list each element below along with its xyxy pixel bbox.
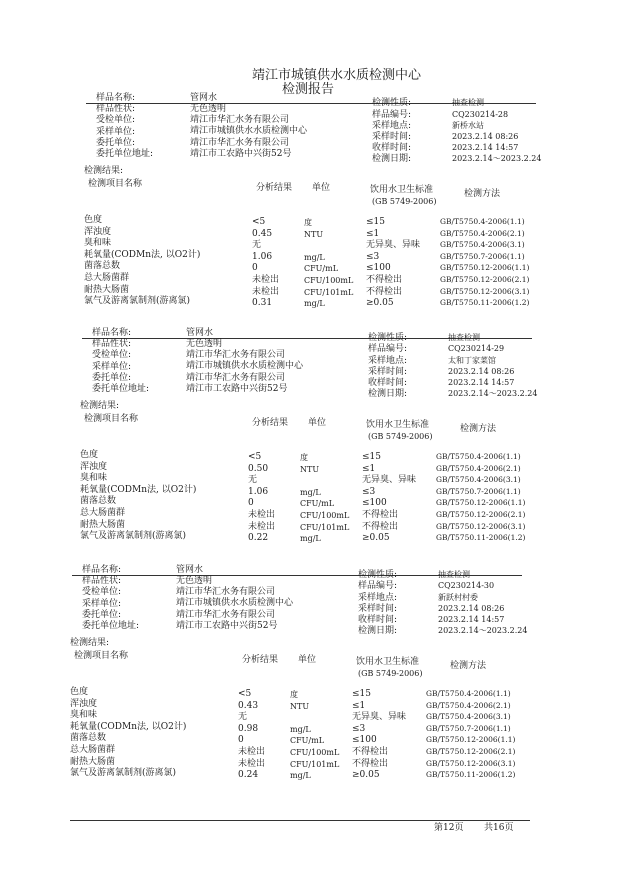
table-header-standard: 饮用水卫生标准	[370, 185, 434, 195]
field-label-client-address: 委托单位地址:	[96, 149, 154, 159]
table-cell-standard: 不得检出	[352, 759, 389, 769]
field-value-sampling-unit: 靖江市城镇供水水质检测中心	[190, 126, 308, 136]
field-value-sample-name: 管网水	[190, 93, 218, 103]
table-cell-method: GB/T5750.12-2006(2.1)	[426, 747, 516, 756]
table-cell-result: 无	[248, 475, 258, 485]
table-cell-item: 耗氧量(CODMn法, 以O2计)	[84, 250, 201, 260]
table-cell-unit: 度	[304, 218, 312, 227]
table-cell-method: GB/T5750.4-2006(3.1)	[426, 712, 511, 721]
test-result-label: 检测结果:	[84, 166, 124, 176]
table-cell-method: GB/T5750.12-2006(3.1)	[440, 287, 530, 296]
field-value-client-address: 靖江市工农路中兴街52号	[186, 384, 288, 394]
field-label-inspected-unit: 受检单位:	[82, 587, 122, 597]
field-value-sampling-unit: 靖江市城镇供水水质检测中心	[186, 361, 304, 371]
table-cell-method: GB/T5750.4-2006(2.1)	[440, 229, 525, 238]
field-value-sample-id: CQ230214-28	[452, 110, 509, 119]
footer-page-number: 第12页	[434, 823, 464, 833]
table-cell-item: 总大肠菌群	[80, 508, 126, 518]
table-header-standard-code: (GB 5749-2006)	[368, 432, 433, 441]
field-label-inspected-unit: 受检单位:	[96, 115, 136, 125]
field-label-sample-nature: 样品性状:	[96, 104, 136, 114]
field-value-client-unit: 靖江市华汇水务有限公司	[186, 373, 286, 383]
table-header-standard: 饮用水卫生标准	[356, 657, 420, 667]
table-cell-result: 未检出	[252, 287, 280, 297]
table-cell-item: 氯气及游离氯制剂(游离氯)	[80, 531, 187, 541]
table-cell-result: 未检出	[248, 522, 276, 532]
table-cell-standard: 无异臭、异味	[366, 240, 421, 250]
table-cell-unit: CFU/100mL	[290, 748, 340, 757]
field-value-sampling-site: 新跃村村委	[438, 593, 478, 602]
field-label-sample-name: 样品名称:	[96, 93, 136, 103]
field-label-sampling-time: 采样时间:	[358, 604, 398, 614]
table-cell-standard: ≥0.05	[352, 770, 380, 780]
table-cell-method: GB/T5750.4-2006(3.1)	[440, 240, 525, 249]
field-value-sampling-unit: 靖江市城镇供水水质检测中心	[176, 598, 294, 608]
field-label-sampling-site: 采样地点:	[368, 356, 408, 366]
field-value-test-date: 2023.2.14～2023.2.24	[452, 154, 542, 163]
table-cell-unit: mg/L	[300, 534, 321, 543]
table-cell-item: 总大肠菌群	[70, 745, 116, 755]
field-value-client-address: 靖江市工农路中兴街52号	[190, 149, 292, 159]
table-cell-item: 浑浊度	[70, 699, 98, 709]
table-cell-standard: ≥0.05	[362, 533, 390, 543]
table-cell-standard: 不得检出	[366, 275, 403, 285]
field-label-sample-id: 样品编号:	[358, 581, 398, 591]
table-cell-method: GB/T5750.11-2006(1.2)	[440, 298, 530, 307]
field-label-sample-id: 样品编号:	[368, 344, 408, 354]
table-cell-result: <5	[238, 689, 252, 699]
table-cell-item: 耗氧量(CODMn法, 以O2计)	[80, 485, 197, 495]
field-label-test-date: 检测日期:	[358, 626, 398, 636]
table-cell-result: 0	[248, 498, 254, 508]
table-cell-unit: CFU/mL	[290, 736, 325, 745]
field-label-sample-nature: 样品性状:	[92, 339, 132, 349]
field-label-client-unit: 委托单位:	[96, 138, 136, 148]
table-cell-unit: CFU/101mL	[300, 523, 350, 532]
field-label-sampling-site: 采样地点:	[358, 593, 398, 603]
table-header-item: 检测项目名称	[84, 414, 139, 424]
table-cell-unit: NTU	[290, 702, 310, 711]
table-cell-item: 耗氧量(CODMn法, 以O2计)	[70, 722, 187, 732]
field-value-test-nature: 抽查检测	[438, 570, 470, 579]
field-value-test-nature: 抽查检测	[448, 333, 480, 342]
table-cell-standard: ≤1	[362, 464, 376, 474]
table-cell-item: 色度	[84, 215, 103, 225]
table-cell-item: 总大肠菌群	[84, 273, 130, 283]
table-cell-item: 臭和味	[70, 710, 98, 720]
table-cell-result: 0	[238, 735, 244, 745]
table-cell-method: GB/T5750.7-2006(1.1)	[440, 252, 525, 261]
table-cell-item: 菌落总数	[84, 261, 121, 271]
field-value-sample-name: 管网水	[176, 565, 204, 575]
table-cell-standard: ≤15	[352, 689, 371, 699]
field-label-sampling-site: 采样地点:	[372, 121, 412, 131]
table-cell-result: 0.43	[238, 701, 259, 711]
table-cell-method: GB/T5750.12-2006(3.1)	[436, 522, 526, 531]
table-cell-method: GB/T5750.4-2006(1.1)	[426, 689, 511, 698]
table-cell-item: 耐热大肠菌	[70, 757, 116, 767]
field-label-client-unit: 委托单位:	[82, 610, 122, 620]
table-header-item: 检测项目名称	[74, 651, 129, 661]
table-cell-result: 0	[252, 263, 258, 273]
field-value-inspected-unit: 靖江市华汇水务有限公司	[176, 587, 276, 597]
field-label-sample-id: 样品编号:	[372, 110, 412, 120]
field-label-receive-time: 收样时间:	[358, 615, 398, 625]
table-cell-method: GB/T5750.12-2006(1.1)	[426, 735, 516, 744]
table-cell-result: 0.22	[248, 533, 269, 543]
table-cell-method: GB/T5750.7-2006(1.1)	[436, 487, 521, 496]
table-header-method: 检测方法	[460, 424, 497, 434]
table-cell-standard: 不得检出	[362, 510, 399, 520]
table-cell-result: 0.31	[252, 298, 273, 308]
footer-total-pages: 共16页	[484, 823, 514, 833]
field-value-sampling-time: 2023.2.14 08:26	[438, 604, 505, 613]
table-cell-standard: ≥0.05	[366, 298, 394, 308]
table-cell-item: 臭和味	[84, 238, 112, 248]
test-result-label: 检测结果:	[70, 638, 110, 648]
field-value-test-nature: 抽查检测	[452, 98, 484, 107]
field-label-sampling-unit: 采样单位:	[82, 599, 122, 609]
field-value-receive-time: 2023.2.14 14:57	[452, 143, 519, 152]
table-cell-unit: CFU/101mL	[304, 288, 354, 297]
table-header-item: 检测项目名称	[88, 179, 143, 189]
table-cell-unit: 度	[300, 453, 308, 462]
table-cell-unit: mg/L	[290, 725, 311, 734]
table-cell-result: 无	[238, 712, 248, 722]
table-cell-result: <5	[248, 452, 262, 462]
table-cell-unit: CFU/mL	[300, 499, 335, 508]
table-cell-method: GB/T5750.4-2006(3.1)	[436, 475, 521, 484]
table-cell-unit: CFU/101mL	[290, 760, 340, 769]
table-cell-item: 氯气及游离氯制剂(游离氯)	[84, 296, 191, 306]
field-value-inspected-unit: 靖江市华汇水务有限公司	[186, 350, 286, 360]
table-cell-unit: NTU	[304, 230, 324, 239]
field-label-test-nature: 检测性质:	[368, 333, 408, 343]
table-cell-method: GB/T5750.11-2006(1.2)	[426, 770, 516, 779]
table-cell-standard: ≤15	[362, 452, 381, 462]
table-cell-result: 1.06	[248, 487, 269, 497]
table-cell-method: GB/T5750.12-2006(1.1)	[436, 498, 526, 507]
field-label-sampling-time: 采样时间:	[372, 132, 412, 142]
table-cell-standard: 不得检出	[366, 287, 403, 297]
table-cell-item: 耐热大肠菌	[84, 285, 130, 295]
table-cell-standard: ≤100	[366, 263, 391, 273]
table-header-method: 检测方法	[464, 189, 501, 199]
table-header-result: 分析结果	[256, 183, 293, 193]
table-cell-result: 无	[252, 240, 262, 250]
field-label-test-nature: 检测性质:	[372, 98, 412, 108]
table-cell-method: GB/T5750.12-2006(2.1)	[440, 275, 530, 284]
table-cell-unit: CFU/mL	[304, 264, 339, 273]
field-value-receive-time: 2023.2.14 14:57	[448, 378, 515, 387]
table-cell-result: 0.24	[238, 770, 259, 780]
field-label-client-unit: 委托单位:	[92, 373, 132, 383]
table-cell-unit: mg/L	[290, 771, 311, 780]
field-value-test-date: 2023.2.14～2023.2.24	[438, 626, 528, 635]
table-cell-unit: mg/L	[300, 488, 321, 497]
table-cell-result: 未检出	[248, 510, 276, 520]
field-value-client-unit: 靖江市华汇水务有限公司	[190, 138, 290, 148]
field-value-sampling-time: 2023.2.14 08:26	[448, 367, 515, 376]
table-cell-standard: ≤100	[352, 735, 377, 745]
table-cell-result: 未检出	[238, 759, 266, 769]
field-value-sample-id: CQ230214-30	[438, 581, 495, 590]
table-cell-item: 氯气及游离氯制剂(游离氯)	[70, 768, 177, 778]
table-cell-standard: ≤15	[366, 217, 385, 227]
field-value-receive-time: 2023.2.14 14:57	[438, 615, 505, 624]
table-cell-standard: ≤3	[352, 724, 366, 734]
table-cell-standard: ≤100	[362, 498, 387, 508]
field-label-client-address: 委托单位地址:	[82, 621, 140, 631]
table-cell-method: GB/T5750.11-2006(1.2)	[436, 533, 526, 542]
table-cell-unit: mg/L	[304, 299, 325, 308]
table-header-method: 检测方法	[450, 661, 487, 671]
table-cell-unit: 度	[290, 690, 298, 699]
field-value-sampling-time: 2023.2.14 08:26	[452, 132, 519, 141]
field-label-client-address: 委托单位地址:	[92, 384, 150, 394]
field-label-sample-nature: 样品性状:	[82, 576, 122, 586]
table-cell-standard: ≤3	[362, 487, 376, 497]
table-cell-method: GB/T5750.4-2006(2.1)	[436, 464, 521, 473]
report-subtitle: 检测报告	[282, 81, 335, 96]
field-label-sample-name: 样品名称:	[92, 328, 132, 338]
field-value-sampling-site: 新桥水站	[452, 121, 484, 130]
table-cell-result: <5	[252, 217, 266, 227]
field-label-receive-time: 收样时间:	[372, 143, 412, 153]
table-cell-method: GB/T5750.12-2006(2.1)	[436, 510, 526, 519]
field-value-inspected-unit: 靖江市华汇水务有限公司	[190, 115, 290, 125]
table-cell-item: 臭和味	[80, 473, 108, 483]
table-header-unit: 单位	[308, 418, 327, 428]
table-cell-method: GB/T5750.4-2006(1.1)	[436, 452, 521, 461]
table-cell-standard: ≤1	[366, 229, 380, 239]
table-cell-result: 0.98	[238, 724, 259, 734]
test-result-label: 检测结果:	[80, 401, 120, 411]
field-label-sample-name: 样品名称:	[82, 565, 122, 575]
table-cell-item: 菌落总数	[80, 496, 117, 506]
field-label-sampling-time: 采样时间:	[368, 367, 408, 377]
field-value-sample-nature: 无色透明	[176, 576, 213, 586]
field-label-test-nature: 检测性质:	[358, 570, 398, 580]
field-label-sampling-unit: 采样单位:	[96, 127, 136, 137]
table-header-unit: 单位	[312, 183, 331, 193]
field-value-client-address: 靖江市工农路中兴街52号	[176, 621, 278, 631]
field-value-sample-nature: 无色透明	[186, 339, 223, 349]
table-cell-unit: CFU/100mL	[300, 511, 350, 520]
field-value-test-date: 2023.2.14～2023.2.24	[448, 389, 538, 398]
field-label-test-date: 检测日期:	[368, 389, 408, 399]
table-cell-result: 未检出	[238, 747, 266, 757]
table-cell-unit: CFU/100mL	[304, 276, 354, 285]
table-cell-method: GB/T5750.12-2006(3.1)	[426, 759, 516, 768]
table-cell-method: GB/T5750.12-2006(1.1)	[440, 263, 530, 272]
field-value-client-unit: 靖江市华汇水务有限公司	[176, 610, 276, 620]
table-cell-method: GB/T5750.4-2006(1.1)	[440, 217, 525, 226]
field-label-receive-time: 收样时间:	[368, 378, 408, 388]
table-header-standard: 饮用水卫生标准	[366, 420, 430, 430]
table-cell-standard: 不得检出	[362, 522, 399, 532]
table-cell-item: 浑浊度	[84, 227, 112, 237]
field-value-sampling-site: 太和丁家菜馆	[448, 356, 496, 365]
table-cell-item: 浑浊度	[80, 462, 108, 472]
table-cell-item: 耐热大肠菌	[80, 520, 126, 530]
footer-divider	[70, 820, 530, 821]
field-value-sample-id: CQ230214-29	[448, 344, 505, 353]
table-cell-result: 0.45	[252, 229, 273, 239]
table-cell-standard: ≤3	[366, 252, 380, 262]
table-header-unit: 单位	[298, 655, 317, 665]
table-header-standard-code: (GB 5749-2006)	[358, 669, 423, 678]
table-cell-method: GB/T5750.7-2006(1.1)	[426, 724, 511, 733]
field-value-sample-name: 管网水	[186, 328, 214, 338]
table-cell-unit: mg/L	[304, 253, 325, 262]
report-org-title: 靖江市城镇供水水质检测中心	[252, 67, 422, 82]
table-cell-result: 未检出	[252, 275, 280, 285]
field-label-sampling-unit: 采样单位:	[92, 362, 132, 372]
table-header-standard-code: (GB 5749-2006)	[372, 197, 437, 206]
table-cell-method: GB/T5750.4-2006(2.1)	[426, 701, 511, 710]
table-cell-standard: ≤1	[352, 701, 366, 711]
table-cell-item: 色度	[80, 450, 99, 460]
table-cell-standard: 无异臭、异味	[352, 712, 407, 722]
table-cell-item: 色度	[70, 687, 89, 697]
table-cell-standard: 不得检出	[352, 747, 389, 757]
field-value-sample-nature: 无色透明	[190, 104, 227, 114]
table-cell-standard: 无异臭、异味	[362, 475, 417, 485]
table-cell-result: 1.06	[252, 252, 273, 262]
table-cell-item: 菌落总数	[70, 733, 107, 743]
field-label-inspected-unit: 受检单位:	[92, 350, 132, 360]
field-label-test-date: 检测日期:	[372, 154, 412, 164]
table-cell-result: 0.50	[248, 464, 269, 474]
table-cell-unit: NTU	[300, 465, 320, 474]
table-header-result: 分析结果	[242, 655, 279, 665]
table-header-result: 分析结果	[252, 418, 289, 428]
